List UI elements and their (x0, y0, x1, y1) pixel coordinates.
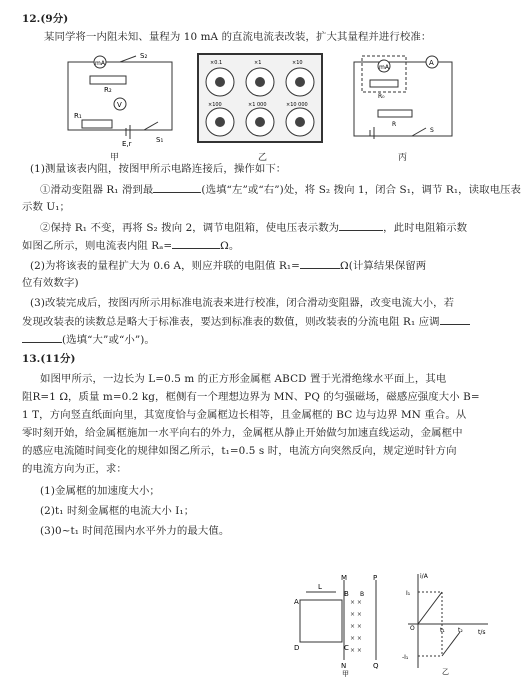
label-t2: t₂ (458, 627, 463, 634)
figure-caption-jia: 甲 (110, 153, 120, 163)
svg-text:× ×: × × (350, 635, 362, 642)
switch-s1-label: S₁ (156, 136, 164, 144)
q12-part1-intro: (1)测量该表内阻，按图甲所示电路连接后，操作如下： (30, 163, 287, 175)
axis-label-t: t/s (478, 629, 486, 636)
dial-label-5: ×10 000 (286, 102, 308, 108)
q12-part3-cont: 发现改装表的读数总是略大于标准表，要达到标准表的数值，则改装表的分流电阻 R₁ 应调 (22, 314, 514, 329)
voltmeter-label: V (117, 101, 122, 109)
label-P: P (373, 574, 378, 582)
answer-blank-2[interactable] (339, 220, 383, 231)
circuit-figure-jia (60, 50, 180, 152)
label-t1: t₁ (440, 627, 445, 634)
label-Q: Q (373, 662, 379, 670)
dial-label-4: ×1 000 (248, 102, 267, 108)
standard-ammeter-label: A (429, 59, 434, 67)
q13-line2: 阻R=1 Ω，质量 m=0.2 kg，框侧有一个理想边界为 MN、PQ 的匀强磁场，磁感应强度大小 B= (22, 391, 480, 403)
answer-blank-4[interactable] (300, 258, 340, 269)
switch-s2-label: S₂ (140, 52, 148, 60)
resistor-r1-label: R₁ (74, 112, 82, 120)
q12-part2-cont: 位有效数字) (22, 277, 79, 289)
q12-intro: 某同学将一内阻未知、量程为 10 mA 的直流电流表改装，扩大其量程并进行校准： (44, 31, 432, 43)
figure-caption-yi: 乙 (258, 153, 268, 163)
label-neg-I1: -I₁ (402, 654, 409, 661)
q13-line6: 的电流方向为正，求： (22, 463, 127, 475)
svg-text:× ×: × × (350, 623, 362, 630)
q12-part1-step2-cont: 如图乙所示，则电流表内阻 Rₐ= Ω。 (22, 240, 240, 252)
ammeter-label-jia: mA (95, 60, 105, 67)
dial-label-2: ×10 (292, 60, 303, 66)
shunt-resistor-label: R₀ (378, 93, 385, 100)
q13-subquestion-2: (2)t₁ 时刻金属框的电流大小 I₁； (40, 505, 195, 517)
q12-part2: (2)为将该表的量程扩大为 0.6 A，则应并联的电阻值 R₁= Ω(计算结果保留两 (30, 260, 427, 272)
rheostat-label: R (392, 121, 397, 128)
axis-label-i: i/A (420, 573, 428, 580)
dial-row-bottom (206, 108, 314, 136)
answer-blank-5-start[interactable] (440, 314, 470, 325)
field-crosses (350, 599, 362, 654)
q13-line3: 1 T，方向竖直纸面向里，其宽度恰与金属框边长相等，且金属框的 BC 边与边界 MN 重合。从 (22, 409, 467, 421)
label-L: L (318, 583, 322, 591)
dial-label-0: ×0.1 (210, 60, 223, 66)
resistance-box-figure (196, 52, 324, 144)
resistor-r2-label: R₂ (104, 86, 112, 94)
q13-line4: 零时刻开始，给金属框施加一水平向右的外力，金属框从静止开始做匀加速直线运动，金属框中 (22, 427, 463, 439)
q12-part1-step1-cont: 示数 U₁； (22, 201, 70, 213)
q12-part3-end: (选填“大”或“小”)。 (22, 332, 514, 347)
q12-part3: (3)改装完成后，按图丙所示用标准电流表来进行校准，闭合滑动变阻器，改变电流大小，若 (30, 297, 455, 309)
current-time-graph-yi (398, 568, 492, 676)
origin-label: O (410, 625, 415, 632)
q12-heading: 12.(9分) (22, 13, 69, 25)
q13-heading: 13.(11分) (22, 353, 76, 365)
answer-blank-5[interactable] (22, 332, 62, 343)
label-D: D (294, 644, 300, 652)
battery-label: E,r (122, 140, 132, 148)
q13-subquestion-3: (3)0~t₁ 时间范围内水平外力的最大值。 (40, 525, 230, 537)
svg-text:× ×: × × (350, 611, 362, 618)
q13-line5: 的感应电流随时间变化的规律如图乙所示，t₁=0.5 s 时，电流方向突然反向，规定逆时针方向 (22, 445, 457, 457)
dial-label-3: ×100 (208, 102, 222, 108)
svg-text:× ×: × × (350, 647, 362, 654)
label-M: M (341, 574, 348, 582)
figure-caption-13-yi: 乙 (442, 668, 449, 676)
label-I1: I₁ (406, 590, 411, 597)
answer-blank-3[interactable] (172, 238, 220, 249)
switch-s-label: S (430, 127, 434, 134)
answer-blank-1[interactable] (153, 182, 201, 193)
dial-label-1: ×1 (254, 60, 262, 66)
field-label-B: B (360, 591, 365, 598)
label-C: C (344, 644, 349, 652)
label-B: B (344, 590, 349, 598)
magnetic-field-figure-jia (286, 574, 382, 678)
q13-subquestion-1: (1)金属框的加速度大小； (40, 485, 160, 497)
svg-text:× ×: × × (350, 599, 362, 606)
q12-part1-step1: ①滑动变阻器 R₁ 滑到最 (选填“左”或“右”)处，将 S₂ 拨向 1，闭合 S₁，调节 R₁，读取电压表 (40, 184, 522, 196)
figure-caption-bing: 丙 (398, 153, 408, 163)
figure-caption-13-jia: 甲 (342, 670, 349, 678)
q12-part1-step2: ②保持 R₁ 不变，再将 S₂ 拨向 2，调节电阻箱，使电压表示数为 ，此时电阻箱示数 (40, 222, 468, 234)
dial-row-top (206, 68, 314, 96)
ammeter-label-bing: mA (379, 64, 389, 71)
q13-line1: 如图甲所示，一边长为 L=0.5 m 的正方形金属框 ABCD 置于光滑绝缘水平面上，其电 (40, 373, 447, 385)
circuit-figure-bing (348, 52, 458, 148)
label-A: A (294, 598, 299, 606)
label-N: N (341, 662, 347, 670)
